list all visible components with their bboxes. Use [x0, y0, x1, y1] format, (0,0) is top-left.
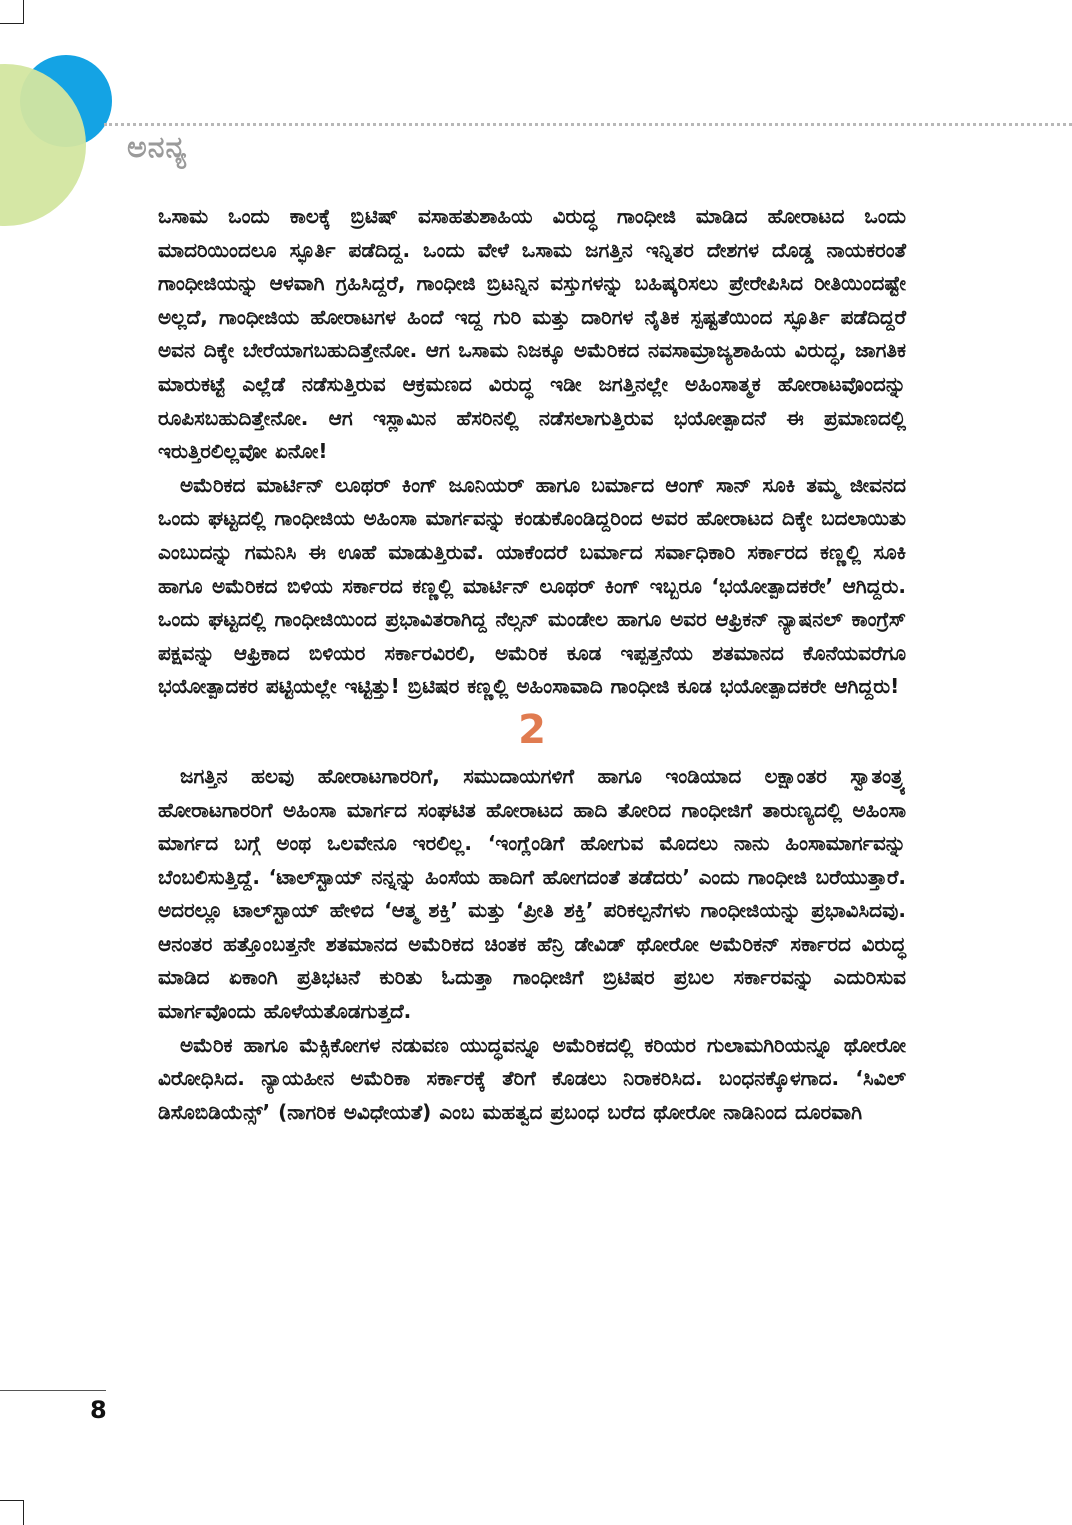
crop-mark-bottom-horizontal	[0, 1500, 24, 1501]
paragraph-2: ಅಮೆರಿಕದ ಮಾರ್ಟಿನ್ ಲೂಥರ್ ಕಿಂಗ್ ಜೂನಿಯರ್ ಹಾಗೂ ಬರ್ಮಾದ ಆಂಗ್ ಸಾನ್ ಸೂಕಿ ತಮ್ಮ ಜೀವನದ ಒಂದು ಘಟ್ಟದಲ್ಲಿ ಗಾಂಧೀಜಿಯ ಅಹಿಂಸಾ ಮಾರ್ಗವನ್ನು ಕಂಡುಕೊಂಡಿದ್ದರಿಂದ ಅವರ ಹೋರಾಟದ ದಿಕ್ಕೇ ಬದಲಾಯಿತು ಎಂಬುದನ್ನು ಗಮನಿಸಿ ಈ ಊಹೆ ಮಾಡುತ್ತಿರುವೆ. ಯಾಕೆಂದರೆ ಬರ್ಮಾದ ಸರ್ವಾಧಿಕಾರಿ ಸರ್ಕಾರದ ಕಣ್ಣಲ್ಲಿ ಸೂಕಿ ಹಾಗೂ ಅಮೆರಿಕದ ಬಿಳಿಯ ಸರ್ಕಾರದ ಕಣ್ಣಲ್ಲಿ ಮಾರ್ಟಿನ್ ಲೂಥರ್ ಕಿಂಗ್ ಇಬ್ಬರೂ ‘ಭಯೋತ್ಪಾದಕರೇ’ ಆಗಿದ್ದರು. ಒಂದು ಘಟ್ಟದಲ್ಲಿ ಗಾಂಧೀಜಿಯಿಂದ ಪ್ರಭಾವಿತರಾಗಿದ್ದ ನೆಲ್ಸನ್ ಮಂಡೇಲ ಹಾಗೂ ಅವರ ಆಫ್ರಿಕನ್ ನ್ಯಾಷನಲ್ ಕಾಂಗ್ರೆಸ್ ಪಕ್ಷವನ್ನು ಆಫ್ರಿಕಾದ ಬಿಳಿಯರ ಸರ್ಕಾರವಿರಲಿ, ಅಮೆರಿಕ ಕೂಡ ಇಪ್ಪತ್ತನೆಯ ಶತಮಾನದ ಕೊನೆಯವರೆಗೂ ಭಯೋತ್ಪಾದಕರ ಪಟ್ಟಿಯಲ್ಲೇ ಇಟ್ಟಿತ್ತು! ಬ್ರಿಟಿಷರ ಕಣ್ಣಲ್ಲಿ ಅಹಿಂಸಾವಾದಿ ಗಾಂಧೀಜಿ ಕೂಡ ಭಯೋತ್ಪಾದಕರೇ ಆಗಿದ್ದರು!	[158, 472, 906, 699]
paragraph-4: ಅಮೆರಿಕ ಹಾಗೂ ಮೆಕ್ಸಿಕೋಗಳ ನಡುವಣ ಯುದ್ಧವನ್ನೂ ಅಮೆರಿಕದಲ್ಲಿ ಕರಿಯರ ಗುಲಾಮಗಿರಿಯನ್ನೂ ಥೋರೋ ವಿರೋಧಿಸಿದ. ನ್ಯಾಯಹೀನ ಅಮೆರಿಕಾ ಸರ್ಕಾರಕ್ಕೆ ತೆರಿಗೆ ಕೊಡಲು ನಿರಾಕರಿಸಿದ. ಬಂಧನಕ್ಕೊಳಗಾದ. ‘ಸಿವಿಲ್ ಡಿಸೊಬಿಡಿಯೆನ್ಸ್’ (ನಾಗರಿಕ ಅವಿಧೇಯತೆ) ಎಂಬ ಮಹತ್ವದ ಪ್ರಬಂಧ ಬರೆದ ಥೋರೋ ನಾಡಿನಿಂದ ದೂರವಾಗಿ	[158, 1032, 906, 1124]
crop-mark-top-vertical	[23, 0, 24, 24]
running-header-title: ಅನನ್ಯ	[127, 130, 188, 165]
section-number: 2	[518, 706, 546, 753]
crop-mark-top-horizontal	[0, 23, 24, 24]
header-dotted-rule	[104, 123, 1072, 126]
paragraph-3: ಜಗತ್ತಿನ ಹಲವು ಹೋರಾಟಗಾರರಿಗೆ, ಸಮುದಾಯಗಳಿಗೆ ಹಾಗೂ ಇಂಡಿಯಾದ ಲಕ್ಷಾಂತರ ಸ್ವಾತಂತ್ರ್ಯ ಹೋರಾಟಗಾರರಿಗೆ ಅಹಿಂಸಾ ಮಾರ್ಗದ ಸಂಘಟಿತ ಹೋರಾಟದ ಹಾದಿ ತೋರಿದ ಗಾಂಧೀಜಿಗೆ ತಾರುಣ್ಯದಲ್ಲಿ ಅಹಿಂಸಾ ಮಾರ್ಗದ ಬಗ್ಗೆ ಅಂಥ ಒಲವೇನೂ ಇರಲಿಲ್ಲ. ‘ಇಂಗ್ಲೆಂಡಿಗೆ ಹೋಗುವ ಮೊದಲು ನಾನು ಹಿಂಸಾಮಾರ್ಗವನ್ನು ಬೆಂಬಲಿಸುತ್ತಿದ್ದೆ. ‘ಟಾಲ್‌ಸ್ಟಾಯ್ ನನ್ನನ್ನು ಹಿಂಸೆಯ ಹಾದಿಗೆ ಹೋಗದಂತೆ ತಡೆದರು’ ಎಂದು ಗಾಂಧೀಜಿ ಬರೆಯುತ್ತಾರೆ. ಅದರಲ್ಲೂ ಟಾಲ್‌ಸ್ಟಾಯ್ ಹೇಳಿದ ‘ಆತ್ಮ ಶಕ್ತಿ’ ಮತ್ತು ‘ಪ್ರೀತಿ ಶಕ್ತಿ’ ಪರಿಕಲ್ಪನೆಗಳು ಗಾಂಧೀಜಿಯನ್ನು ಪ್ರಭಾವಿಸಿದವು. ಆನಂತರ ಹತ್ತೊಂಬತ್ತನೇ ಶತಮಾನದ ಅಮೆರಿಕದ ಚಿಂತಕ ಹೆನ್ರಿ ಡೇವಿಡ್ ಥೋರೋ ಅಮೆರಿಕನ್ ಸರ್ಕಾರದ ವಿರುದ್ಧ ಮಾಡಿದ ಏಕಾಂಗಿ ಪ್ರತಿಭಟನೆ ಕುರಿತು ಓದುತ್ತಾ ಗಾಂಧೀಜಿಗೆ ಬ್ರಿಟಿಷರ ಪ್ರಬಲ ಸರ್ಕಾರವನ್ನು ಎದುರಿಸುವ ಮಾರ್ಗವೊಂದು ಹೊಳೆಯತೊಡಗುತ್ತದೆ.	[158, 763, 906, 1024]
page-number: 8	[90, 1396, 107, 1424]
crop-mark-bottom-vertical	[23, 1500, 24, 1525]
footer-rule	[0, 1390, 106, 1391]
paragraph-1: ಒಸಾಮ ಒಂದು ಕಾಲಕ್ಕೆ ಬ್ರಿಟಿಷ್ ವಸಾಹತುಶಾಹಿಯ ವಿರುದ್ಧ ಗಾಂಧೀಜಿ ಮಾಡಿದ ಹೋರಾಟದ ಒಂದು ಮಾದರಿಯಿಂದಲೂ ಸ್ಫೂರ್ತಿ ಪಡೆದಿದ್ದ. ಒಂದು ವೇಳೆ ಒಸಾಮ ಜಗತ್ತಿನ ಇನ್ನಿತರ ದೇಶಗಳ ದೊಡ್ಡ ನಾಯಕರಂತೆ ಗಾಂಧೀಜಿಯನ್ನು ಆಳವಾಗಿ ಗ್ರಹಿಸಿದ್ದರೆ, ಗಾಂಧೀಜಿ ಬ್ರಿಟನ್ನಿನ ವಸ್ತುಗಳನ್ನು ಬಹಿಷ್ಕರಿಸಲು ಪ್ರೇರೇಪಿಸಿದ ರೀತಿಯಿಂದಷ್ಟೇ ಅಲ್ಲದೆ, ಗಾಂಧೀಜಿಯ ಹೋರಾಟಗಳ ಹಿಂದೆ ಇದ್ದ ಗುರಿ ಮತ್ತು ದಾರಿಗಳ ನೈತಿಕ ಸ್ಪಷ್ಟತೆಯಿಂದ ಸ್ಫೂರ್ತಿ ಪಡೆದಿದ್ದರೆ ಅವನ ದಿಕ್ಕೇ ಬೇರೆಯಾಗಬಹುದಿತ್ತೇನೋ. ಆಗ ಒಸಾಮ ನಿಜಕ್ಕೂ ಅಮೆರಿಕದ ನವಸಾಮ್ರಾಜ್ಯಶಾಹಿಯ ವಿರುದ್ಧ, ಜಾಗತಿಕ ಮಾರುಕಟ್ಟೆ ಎಲ್ಲೆಡೆ ನಡೆಸುತ್ತಿರುವ ಆಕ್ರಮಣದ ವಿರುದ್ಧ ಇಡೀ ಜಗತ್ತಿನಲ್ಲೇ ಅಹಿಂಸಾತ್ಮಕ ಹೋರಾಟವೊಂದನ್ನು ರೂಪಿಸಬಹುದಿತ್ತೇನೋ. ಆಗ ಇಸ್ಲಾಮಿನ ಹೆಸರಿನಲ್ಲಿ ನಡೆಸಲಾಗುತ್ತಿರುವ ಭಯೋತ್ಪಾದನೆ ಈ ಪ್ರಮಾಣದಲ್ಲಿ ಇರುತ್ತಿರಲಿಲ್ಲವೋ ಏನೋ!	[158, 204, 906, 464]
body-text	[158, 200, 906, 1129]
